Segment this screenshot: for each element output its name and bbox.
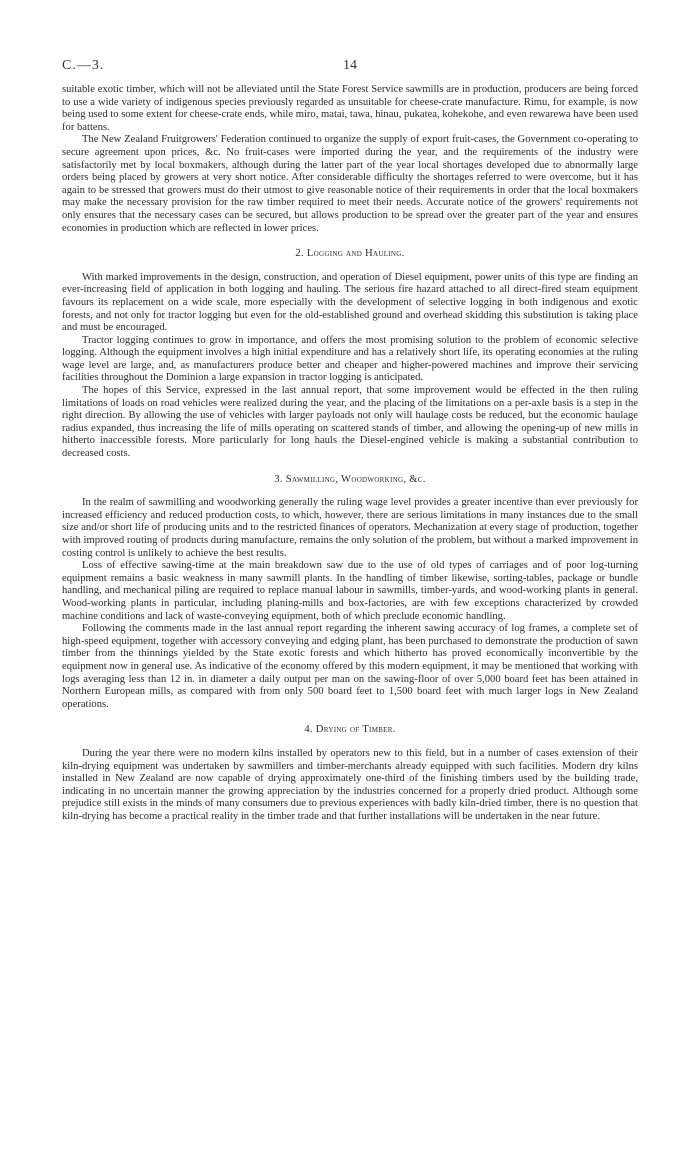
paragraph: In the realm of sawmilling and woodworking generally the ruling wage level provides a greater incentive than ever previously for increased efficiency and reduced production costs, to which, however, there are serious limitations in many instances due to the small size and/or short life of producing units and to the restricted finances of operators. Mechanization at every stage of production, together with improved routing of products during manufacture, remains the only solution of the problem, but without a marked improvement in costing control is unlikely to achieve the best results. — [62, 497, 638, 559]
page-header — [62, 58, 638, 80]
paragraph: The hopes of this Service, expressed in the last annual report, that some improvement would be effected in the then ruling limitations of loads on road vehicles were realized during the year, and the placing of the limitations on a per-axle basis is a step in the right direction. By allowing the use of vehicles with larger payloads not only will haulage costs be reduced, but the economic haulage radius expanded, thus increasing the life of mills operating on scattered stands of timber, and allowing the opening-up of new mills in hitherto inaccessible forests. More particularly for long hauls the Diesel-engined vehicle is making a substantial contribution to decreased costs. — [62, 385, 638, 460]
section-heading: 2. Logging and Hauling. — [295, 248, 405, 260]
document-reference: C.—3. — [62, 58, 105, 73]
section-heading: 3. Sawmilling, Woodworking, &c. — [274, 473, 426, 485]
section-heading: 4. Drying of Timber. — [304, 724, 396, 736]
paragraph: During the year there were no modern kilns installed by operators new to this field, but in a number of cases extension of their kiln-drying equipment was undertaken by sawmillers and timber-merchants already equipped with such facilities. Modern dry kilns installed in New Zealand are now capable of drying approximately one-third of the finishing timbers used by the building trade, indicating in no uncertain manner the growing appreciation by the industries concerned for a properly dried product. Although some prejudice still exists in the minds of many consumers due to previous experiences with badly kiln-dried timber, there is no question that kiln-drying has become a practical reality in the timber trade and that further installations will be undertaken in the near future. — [62, 747, 638, 822]
paragraph: suitable exotic timber, which will not be alleviated until the State Forest Service sawmills are in production, producers are being forced to use a wide variety of indigenous species previously regarded as unsuitable for cheese-crate manufacture. Rimu, for example, is now being used to some extent for cheese-crate ends, while miro, matai, tawa, hinau, pukatea, kohekohe, and even rewarewa have been used for battens. — [62, 84, 638, 133]
paragraph: The New Zealand Fruitgrowers' Federation continued to organize the supply of export fruit-cases, the Government co-operating to secure agreement upon prices, &c. No fruit-cases were imported during the year, and the requirements of the industry were satisfactorily met by local boxmakers, although during the latter part of the year local shortages developed due to abnormally large orders being placed by growers at very short notice. After considerable difficulty the shortages referred to were overcome, but it has again to be stressed that growers must do their utmost to give reasonable notice of their requirements in order that the local boxmakers may make the necessary provision for the raw timber required to meet their needs. Accurate notice of the growers' requirements not only ensures that the necessary cases can be secured, but allows production to be spread over the greater part of the year and ensures economies in production which are reflected in lower prices. — [62, 134, 638, 234]
paragraph: Following the comments made in the last annual report regarding the inherent sawing accuracy of log frames, a complete set of high-speed equipment, together with accessory conveying and edging plant, has been purchased to demonstrate the production of sawn timber from the thinnings yielded by the State exotic forests and which hitherto has proved economically inconvertible by the equipment now in general use. As indicative of the economy offered by this modern equipment, it may be mentioned that working with logs averaging less than 12 in. in diameter a daily output per man on the sawing-floor of over 5,000 board feet has been attained in Northern European mills, as compared with from only 500 board feet to 1,500 board feet with much larger logs in New Zealand operations. — [62, 623, 638, 710]
paragraph: Loss of effective sawing-time at the main breakdown saw due to the use of old types of carriages and of poor log-turning equipment remains a basic weakness in many sawmill plants. In the handling of timber likewise, sorting-tables, package or bundle handling, and mechanical piling are required to replace manual labour in sawmills, timber-yards, and wood-working plants in general. Wood-working plants in particular, including planing-mills and box-factories, are with few exceptions characterized by crowded machine conditions and lack of waste-conveying equipment, both of which preclude economic handling. — [62, 560, 638, 622]
paragraph: With marked improvements in the design, construction, and operation of Diesel equipment, power units of this type are finding an ever-increasing field of application in both logging and hauling. The serious fire hazard attached to all direct-fired steam equipment favours its replacement on a wide scale, more especially with the development of selective logging in both indigenous and exotic forests, and not only for tractor logging but even for the old-established ground and overhead skidding this substitution is taking place and must be encouraged. — [62, 271, 638, 334]
paragraph: Tractor logging continues to grow in importance, and offers the most promising solution to the problem of economic selective logging. Although the equipment involves a high initial expenditure and has a relatively short life, its operating economies at the ruling wage level are large, and, as manufacturers produce better and cheaper and higher-powered machines and improve their servicing facilities throughout the Dominion a large expansion in tractor logging is anticipated. — [62, 334, 638, 384]
page-number: 14 — [343, 58, 357, 73]
document-body — [62, 84, 638, 823]
